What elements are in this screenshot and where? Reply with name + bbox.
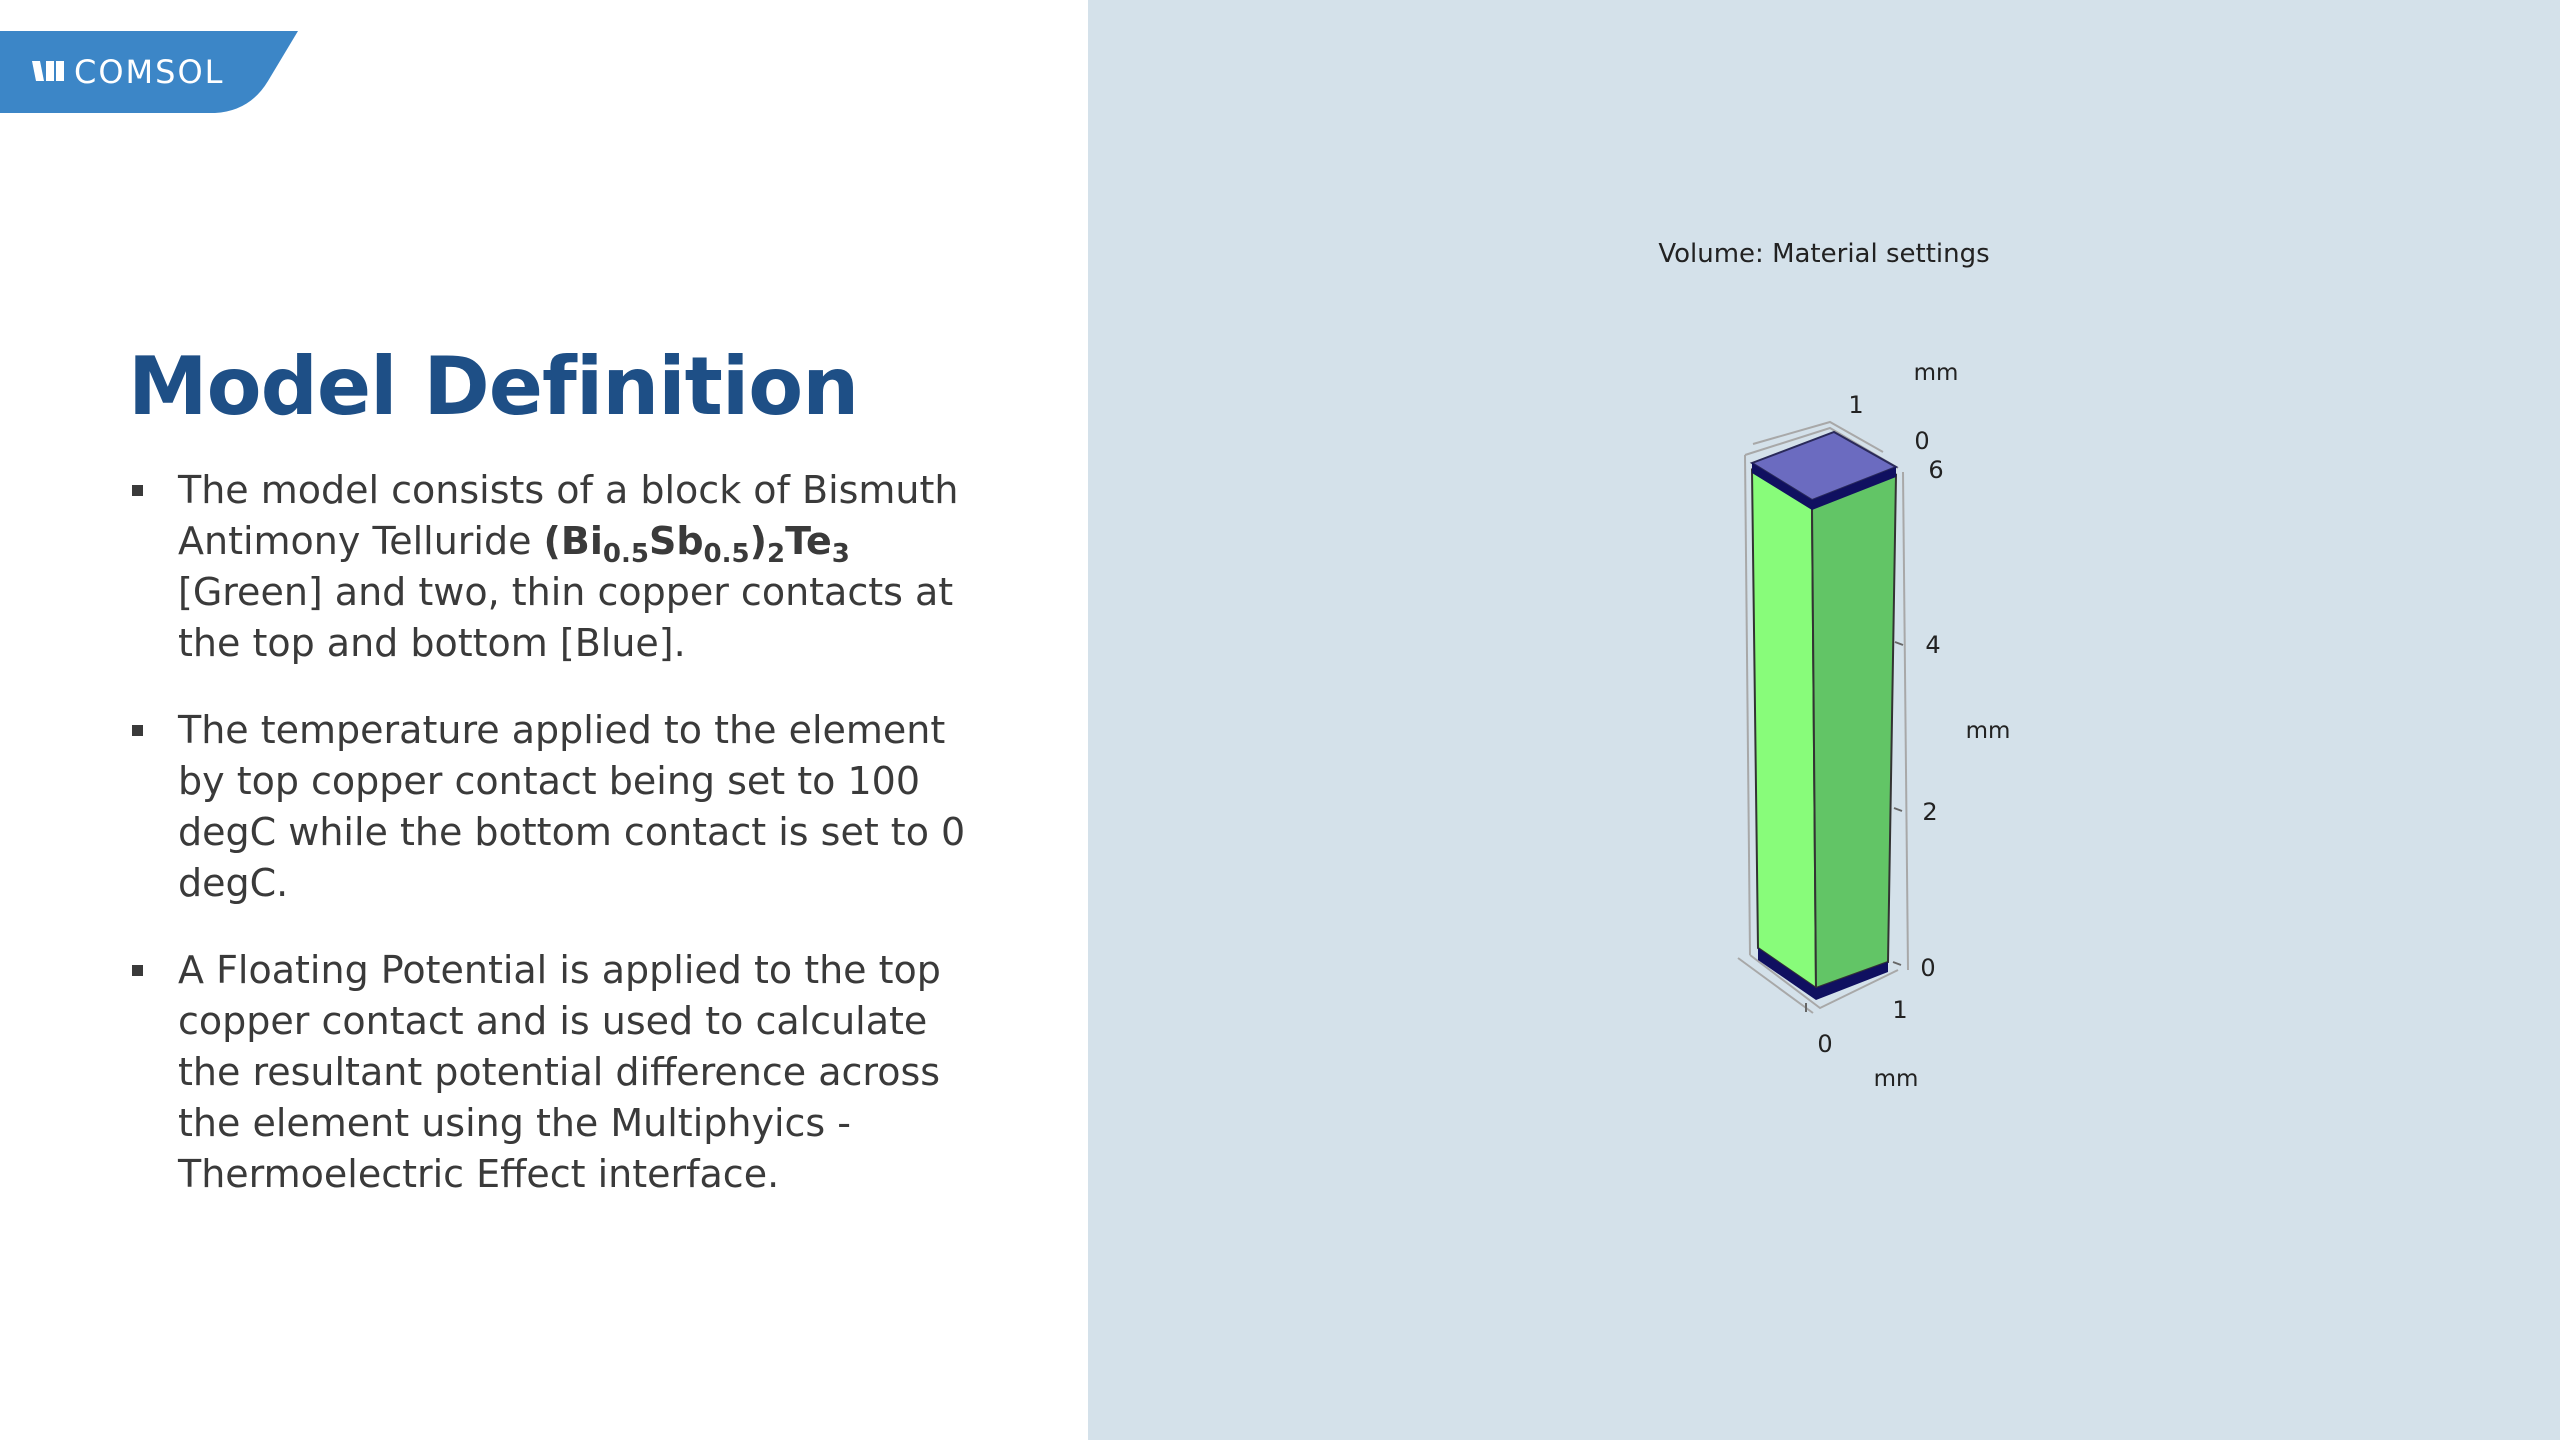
comsol-logo-banner <box>0 31 300 113</box>
bullet-text-rest: [Green] and two, thin copper contacts at the top and bottom [Blue]. <box>178 570 954 665</box>
tick-label: 1 <box>1892 996 1908 1024</box>
block-front-face <box>1752 470 1816 988</box>
bullet-text: A Floating Potential is applied to the top copper contact and is used to calculate the resultant potential difference across the element using the Multiphyics - Thermoelectric Effect interface. <box>178 948 941 1196</box>
bullet-text-intro: The model consists of a block of Bismuth Antimony Telluride <box>178 468 959 563</box>
tick-label: 2 <box>1922 798 1938 826</box>
comsol-mark-icon <box>32 61 68 81</box>
formula-subscript: 0.5 <box>703 539 750 569</box>
bullet-item <box>130 465 970 669</box>
block-side-face <box>1812 475 1896 988</box>
bullet-item <box>130 705 970 909</box>
bullet-square-icon <box>132 725 143 736</box>
bismuth-telluride-block <box>1752 470 1896 988</box>
formula-subscript: 0.5 <box>602 539 649 569</box>
axis-unit-top: mm <box>1913 360 1959 386</box>
tick-label: 1 <box>1848 391 1864 419</box>
tick-label: 6 <box>1928 456 1944 484</box>
axis-unit-side: mm <box>1965 718 2011 744</box>
bullet-item <box>130 945 970 1200</box>
tick-label: 4 <box>1925 631 1941 659</box>
formula-subscript: 2 <box>766 539 786 569</box>
plot-title: Volume: Material settings <box>1658 239 1990 269</box>
axis-unit-bottom: mm <box>1873 1066 1919 1092</box>
bullet-square-icon <box>132 965 143 976</box>
bullet-text: The temperature applied to the element by top copper contact being set to 100 degC while the bottom contact is set to 0 degC. <box>178 708 966 905</box>
formula-part: Sb <box>648 519 704 563</box>
plot-panel <box>1088 0 2560 1440</box>
chemical-formula <box>543 519 850 569</box>
text-panel <box>0 0 1088 1440</box>
logo-wordmark: COMSOL <box>74 53 225 91</box>
tick-label: 0 <box>1817 1030 1833 1058</box>
formula-part: ) <box>749 519 767 563</box>
formula-part: (Bi <box>543 519 603 563</box>
geometry-plot <box>1088 0 2560 1440</box>
formula-subscript: 3 <box>831 539 850 569</box>
tick-label: 0 <box>1920 954 1936 982</box>
bullet-list <box>130 465 970 1236</box>
bullet-square-icon <box>132 485 143 496</box>
tick-label: 0 <box>1914 427 1930 455</box>
page-title: Model Definition <box>128 340 859 433</box>
formula-part: Te <box>785 519 832 563</box>
